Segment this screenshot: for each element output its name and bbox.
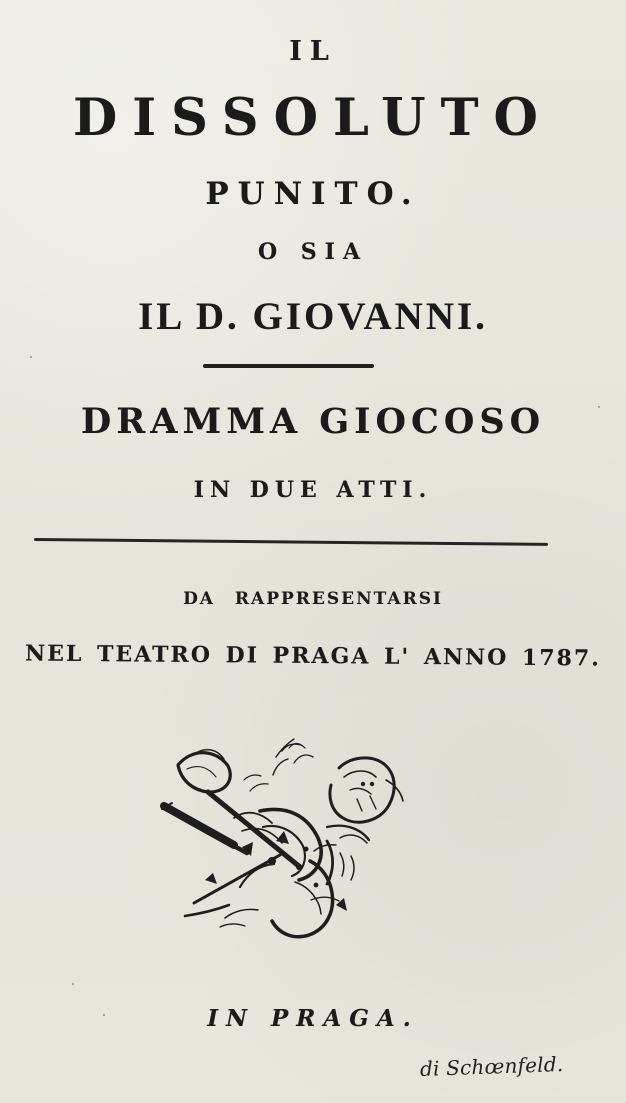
performance-line: DA RAPPRESENTARSI [183, 589, 443, 609]
short-divider [203, 364, 374, 368]
title-line-il: IL [289, 36, 337, 67]
title-line-dissoluto: DISSOLUTO [73, 88, 553, 148]
acts-line: IN DUE ATTI. [193, 477, 433, 503]
theatre-line: NEL TEATRO DI PRAGA L' ANNO 1787. [24, 640, 601, 672]
musical-trophy-emblem-icon [150, 735, 420, 945]
handwritten-signature: di Schœnfeld. [419, 1052, 564, 1081]
paper-spot [30, 356, 32, 358]
title-line-o-sia: O SIA [257, 239, 369, 265]
imprint-line: IN PRAGA. [207, 1005, 419, 1032]
genre-line: DRAMMA GIOCOSO [80, 401, 546, 442]
paper-spot [72, 983, 74, 985]
title-line-il-d-giovanni: IL D. GIOVANNI. [138, 295, 488, 338]
long-divider [34, 538, 548, 546]
title-line-punito: PUNITO. [205, 176, 421, 212]
